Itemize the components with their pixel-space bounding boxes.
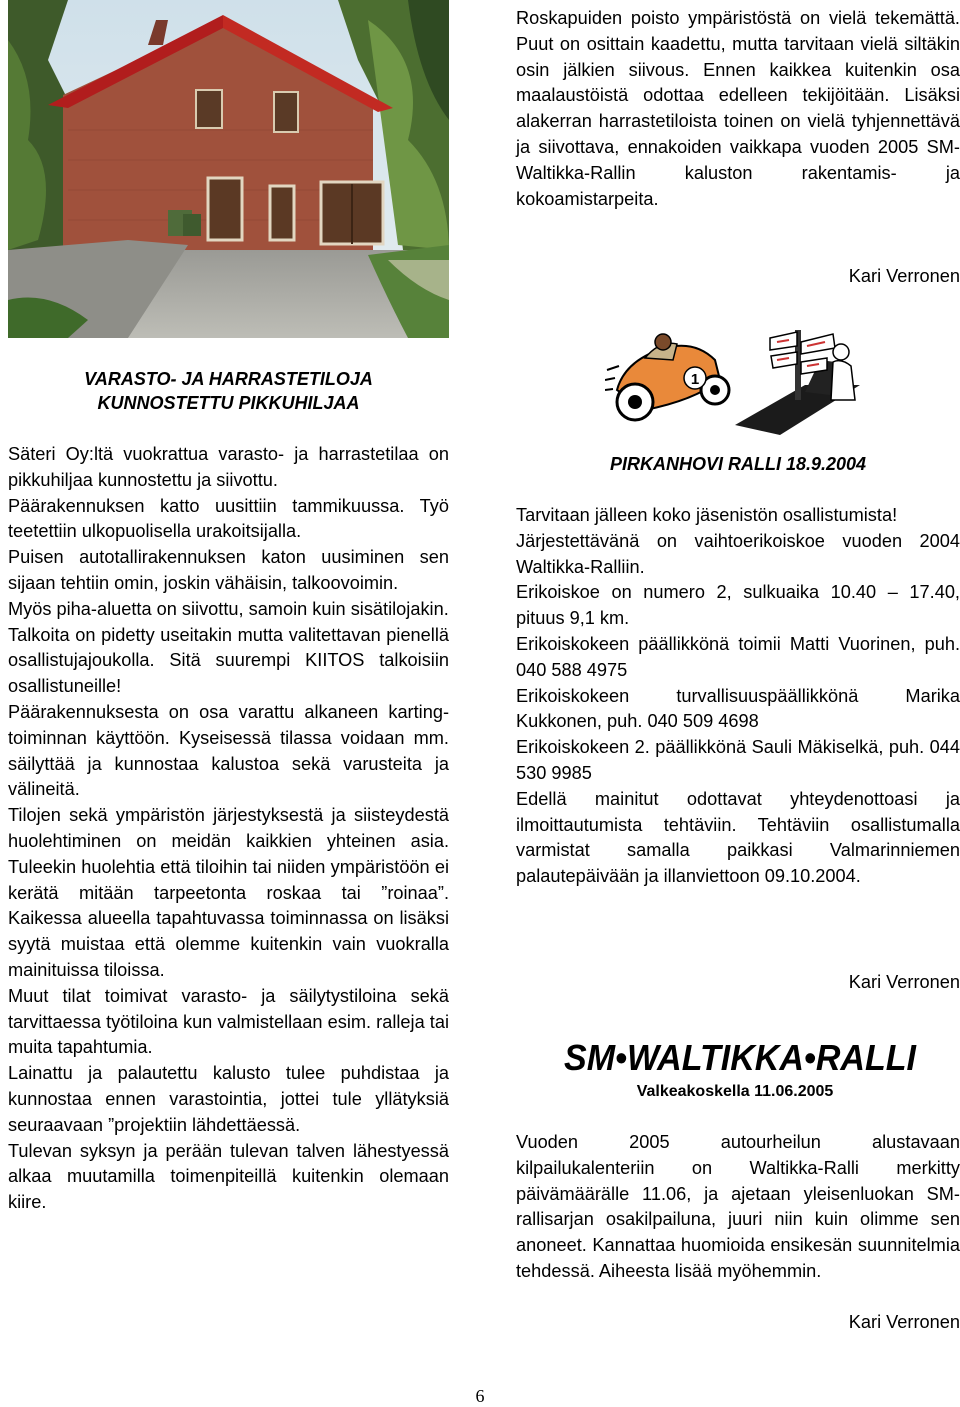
left-article-body (8, 442, 449, 1216)
pirkanhovi-heading: PIRKANHOVI RALLI 18.9.2004 (609, 454, 867, 474)
paragraph: Erikoiskokeen turvallisuuspäällikkönä Marika Kukkonen, puh. 040 509 4698 (516, 685, 960, 732)
paragraph: Erikoiskokeen päällikkönä toimii Matti Vuorinen, puh. 040 588 4975 (516, 633, 960, 680)
signature: Kari Verronen (848, 972, 960, 992)
article-heading: VARASTO- JA HARRASTETILOJA KUNNOSTETTU PIKKUHILJAA (84, 369, 373, 413)
paragraph: Päärakennuksesta on osa varattu alkaneen karting-toiminnan käyttöön. Kyseisessä tilassa voidaan mm. säilyttää ja kunnostaa kalustoa sekä varusteita ja välineitä. (8, 701, 449, 800)
building-photo (8, 0, 449, 338)
paragraph: Järjestettävänä on vaihtoerikoiskoe vuoden 2004 Waltikka-Ralliin. (516, 530, 960, 577)
waltikka-logo (560, 1032, 920, 1082)
paragraph: Puisen autotallirakennuksen katon uusiminen sen sijaan tehtiin omin, joskin vähäisin, talkoovoimin. (8, 547, 449, 593)
right-top-text: Roskapuiden poisto ympäristöstä on vielä tekemättä. Puut on osittain kaadettu, mutta tarvitaan vielä siltäkin osin jälkien siivous. Ennen kaikkea kuitenkin osa maalaustöistä odottaa edelleen tekijöitään. Lisäksi alakerran harrastetiloista toinen on vielä tyhjennettävä ja siivottava, ennakoiden vaikkapa vuoden 2005 SM-Waltikka-Rallin kaluston rakentamis- ja kokoamistarpeita. (516, 8, 960, 209)
signature: Kari Verronen (848, 1312, 960, 1332)
paragraph: Lainattu ja palautettu kalusto tulee puhdistaa ja kunnostaa ennen varastointia, jottei tule yllätyksiä seuraavaan ”projektiin lähdettäessä. (8, 1063, 449, 1135)
waltikka-body: Vuoden 2005 autourheilun alustavaan kilpailukalenteriin on Waltikka-Ralli merkitty päivämäärälle 11.06, ja ajetaan yleisenluokan SM-rallisarjan osakilpailuna, juuri niin kuin olimme sen anoneet. Kannattaa huomioida ensikesän suunnitelmia tehdessä. Aiheesta lisää myöhemmin. (516, 1132, 960, 1281)
car-number: 1 (690, 371, 700, 388)
waltikka-subheading: Valkeakoskella 11.06.2005 (636, 1083, 834, 1100)
pirkanhovi-body (516, 503, 960, 890)
paragraph: Talkoita on pidetty useitakin mutta valitettavan pienellä osallistujajoukolla. Sitä suurempi KIITOS talkoisiin osallistuneille! (8, 624, 449, 697)
paragraph: Myös piha-aluetta on siivottu, samoin kuin sisätilojakin. (8, 598, 449, 619)
paragraph: Erikoiskokeen 2. päällikkönä Sauli Mäkiselkä, puh. 044 530 9985 (516, 737, 960, 783)
rally-car-illustration (605, 320, 865, 440)
paragraph: Edellä mainitut odottavat yhteydenottoasi ja ilmoittautumista tehtäviin. Tehtäviin osallistumalla varmistat samalla paikkasi Valmarinniemen palautepäivään ja illanviettoon 09.10.2004. (516, 788, 960, 887)
paragraph: Tulevan syksyn ja perään tulevan talven lähestyessä alkaa muutamilla toimenpiteillä kuitenkin olemaan kiire. (8, 1140, 449, 1213)
paragraph: Tilojen sekä ympäristön järjestyksestä ja siisteydestä huolehtiminen on meidän kaikkien yhteinen asia. Tuleekin huolehtia että tiloihin tai niiden ympäristöön ei kerätä mitään tarpeetonta roskaa tai ”roinaa”. Kaikessa alueella tapahtuvassa toiminnassa on lisäksi syytä muistaa että olemme kuitenkin vain vuokralla mainituissa tiloissa. (8, 805, 449, 980)
paragraph: Päärakennuksen katto uusittiin tammikuussa. Työ teetettiin ulkopuolisella urakoitsijalla. (8, 495, 449, 542)
paragraph: Tarvitaan jälleen koko jäsenistön osallistumista! (516, 505, 898, 525)
signature: Kari Verronen (848, 266, 960, 286)
paragraph: Muut tilat toimivat varasto- ja säilytystiloina sekä tarvittaessa työtiloina kun valmistellaan esim. ralleja tai muita tapahtumia. (8, 985, 449, 1058)
paragraph: Erikoiskoe on numero 2, sulkuaika 10.40 – 17.40, pituus 9,1 km. (516, 582, 960, 629)
paragraph: Säteri Oy:ltä vuokrattua varasto- ja harrastetilaa on pikkuhiljaa kunnostettu ja siivottu. (8, 444, 449, 490)
page-number: 6 (475, 1386, 485, 1406)
waltikka-logo-text: SM•WALTIKKA•RALLI (564, 1037, 917, 1078)
